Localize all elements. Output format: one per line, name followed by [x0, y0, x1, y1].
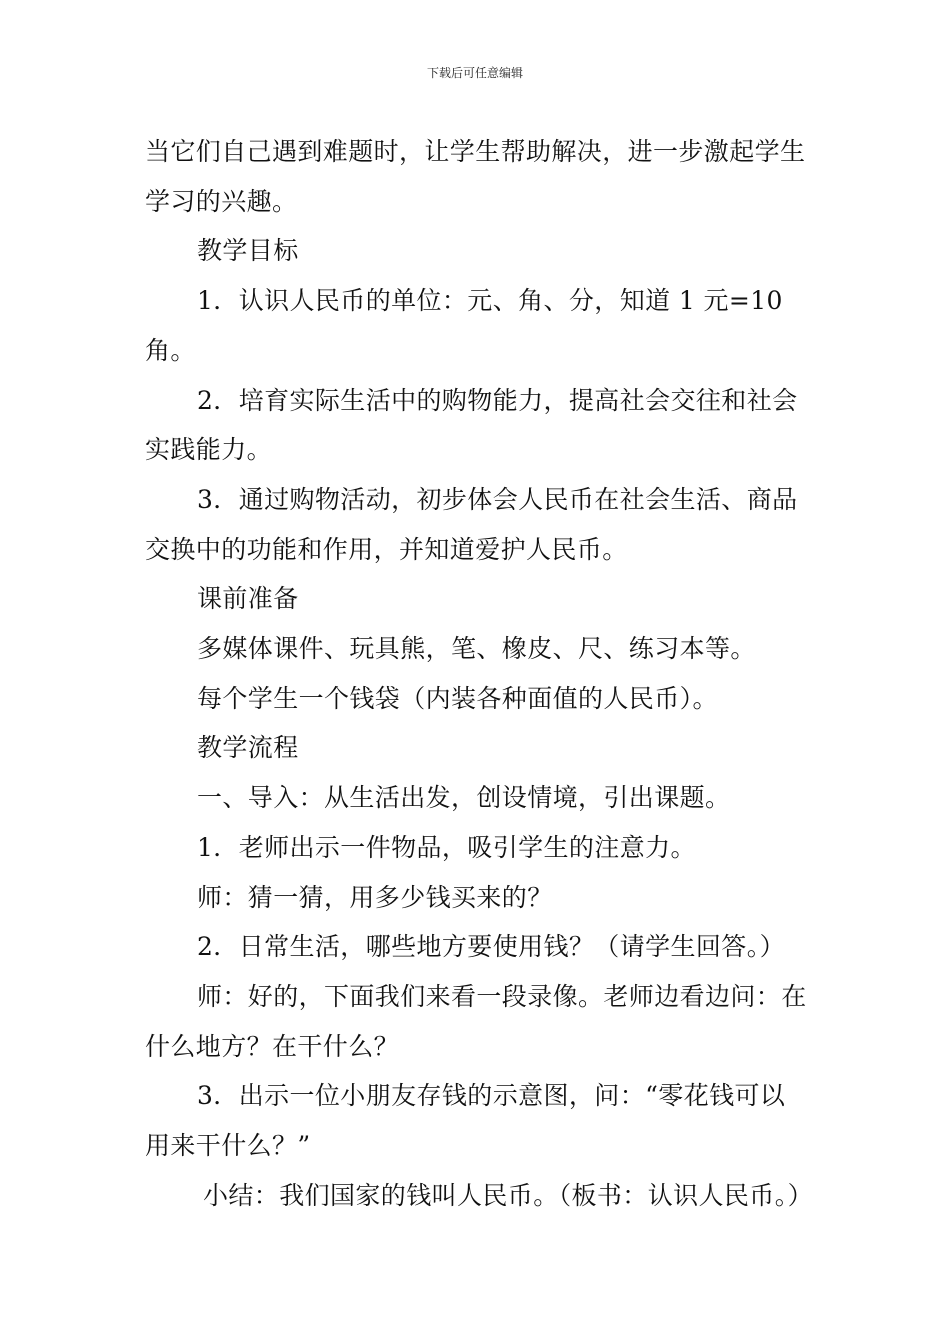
process-step-1: 1．老师出示一件物品，吸引学生的注意力。 [197, 832, 696, 862]
document-body [145, 127, 814, 1220]
teacher-line-2: 师：好的，下面我们来看一段录像。老师边看边问：在什么地方？在干什么？ [145, 981, 807, 1061]
process-step-3: 3．出示一位小朋友存钱的示意图，问：“零花钱可以用来干什么？” [145, 1081, 786, 1161]
summary-line: 小结：我们国家的钱叫人民币。（板书：认识人民币。） [203, 1180, 814, 1210]
paragraph-intro-continuation: 当它们自己遇到难题时，让学生帮助解决，进一步激起学生学习的兴趣。 [145, 137, 806, 216]
heading-teaching-process: 教学流程 [197, 733, 299, 763]
heading-preparation: 课前准备 [197, 584, 299, 614]
goal-item-1: 1．认识人民币的单位：元、角、分，知道 1 元=10 角。 [145, 286, 783, 365]
goal-item-2: 2．培育实际生活中的购物能力，提高社会交往和社会实践能力。 [145, 385, 798, 465]
process-step-2: 2．日常生活，哪些地方要使用钱？（请学生回答。） [197, 932, 786, 962]
goal-item-3: 3．通过购物活动，初步体会人民币在社会生活、商品交换中的功能和作用，并知道爱护人民币。 [145, 484, 798, 564]
process-section-1: 一、导入：从生活出发，创设情境，引出课题。 [197, 783, 731, 813]
page-header-note: 下载后可任意编辑 [426, 66, 523, 80]
preparation-item-1: 多媒体课件、玩具熊，笔、橡皮、尺、练习本等。 [197, 634, 756, 664]
teacher-line-1: 师：猜一猜，用多少钱买来的？ [197, 882, 553, 912]
preparation-item-2: 每个学生一个钱袋（内装各种面值的人民币）。 [197, 683, 718, 713]
heading-teaching-goals: 教学目标 [197, 236, 299, 266]
